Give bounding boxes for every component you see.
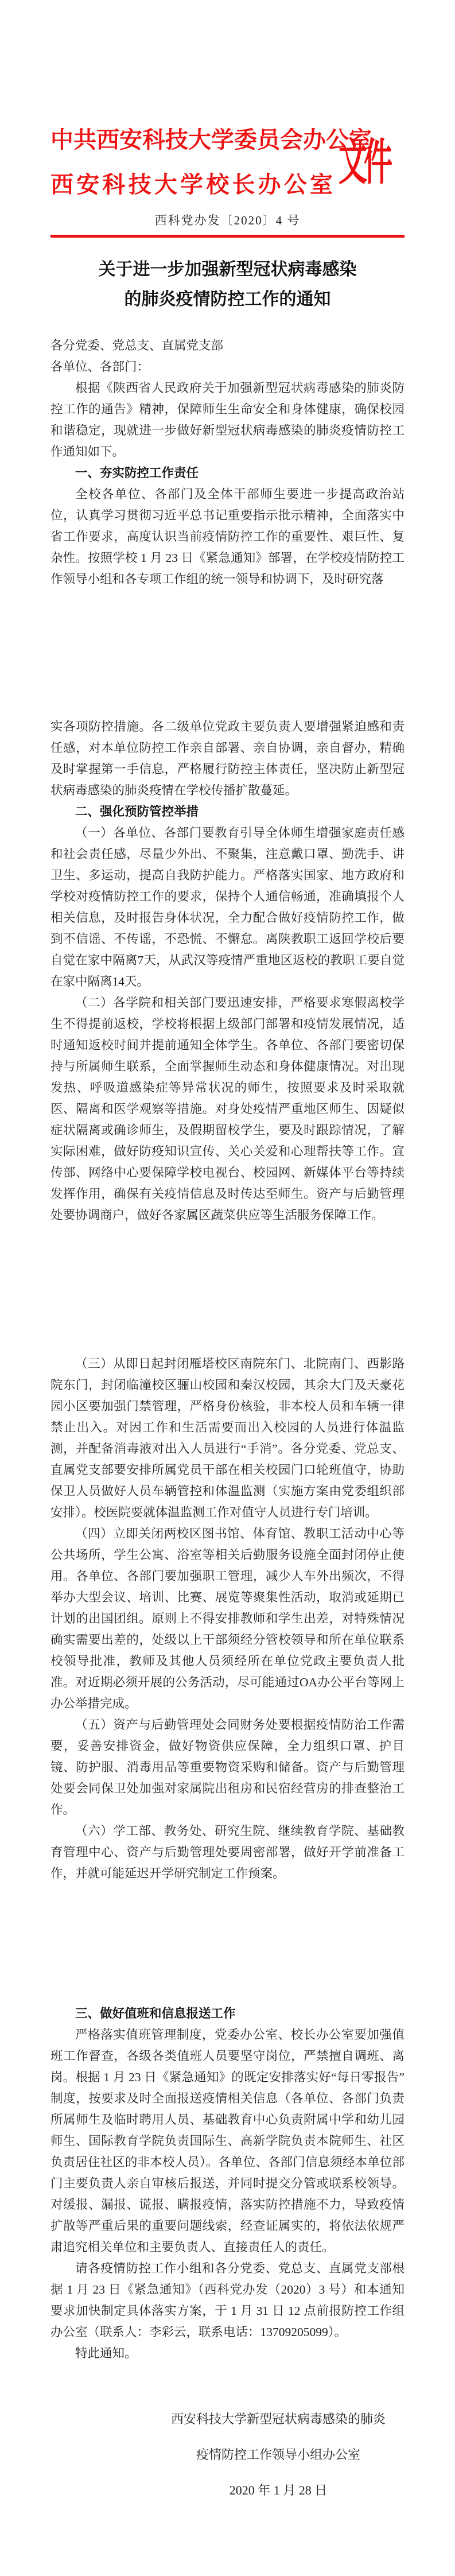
document-title (50, 255, 405, 315)
page-4-content (50, 2003, 405, 2508)
page-4 (0, 1932, 455, 2576)
recipient-line-party: 各分党委、党总支、直属党支部 (50, 339, 224, 352)
section-3-paragraph: 严格落实值班管理制度，党委办公室、校长办公室要加强值班工作督查，各级各类值班人员要坚守岗位，严禁擅自调班、离岗。根据 1 月 23 日《紧急通知》的既定安排落实好“每日零报告”制度，按要求及时全面报送疫情相关信息（各单位、各部门负责所属师生及临时聘用人员、基础教育中心负责附属中学和幼儿园师生、国际教育学院负责国际生、高新学院负责本院师生、社区负责居住社区的非本校人员）。各单位、各部门信息须经本单位部门主要负责人亲自审核后报送，并同时提交分管或联系校领导。对缓报、漏报、谎报、瞒报疫情，落实防控措施不力，导致疫情扩散等严重后果的重要问题线索，经查证属实的，将依法依规严肃追究相关单位和主要负责人、直接责任人的责任。 (50, 2028, 405, 2254)
section-2-item-3: （三）从即日起封闭雁塔校区南院东门、北院南门、西影路院东门，封闭临潼校区骊山校园和秦汉校园，其余大门及天豪花园小区要加强门禁管理，严格身份核验，非本校人员和车辆一律禁止出入。对因工作和生活需要而出入校园的人员进行体温监测，并配备消毒液对出入人员进行“手消”。各分党委、党总支、直属党支部要安排所属党员干部在相关校园门口轮班值守，协助保卫人员做好人员车辆管控和体温监测（实施方案由党委组织部安排）。校医院要就体温监测工作对值守人员进行专门培训。 (50, 1357, 405, 1519)
title-line-2: 的肺炎疫情防控工作的通知 (124, 290, 331, 309)
org-name-president-office: 西安科技大学校长办公室 (50, 172, 333, 197)
letterhead (50, 118, 405, 207)
org-name-committee-office: 中共西安科技大学委员会办公室 (50, 127, 372, 153)
page-2-content (50, 716, 405, 1226)
signature-date: 2020 年 1 月 28 日 (229, 2483, 328, 2497)
section-1-paragraph: 全校各单位、各部门及全体干部师生要进一步提高政治站位，认真学习贯彻习近平总书记重要指示批示精神，全面落实中省工作要求，高度认识当前疫情防控工作的重要性、艰巨性、复杂性。按照学校 1 月 23 日《紧急通知》部署，在学校疫情防控工作领导小组和各专项工作组的统一领导和协调下，及时研究落 (50, 487, 405, 586)
page-3 (0, 1288, 455, 1932)
page-1-content (50, 118, 405, 590)
closing-note: 特此通知。 (75, 2346, 137, 2360)
intro-paragraph: 根据《陕西省人民政府关于加强新型冠状病毒感染的肺炎防控工作的通告》精神，保障师生生命安全和身体健康，确保校园和谐稳定，现就进一步做好新型冠状病毒感染的肺炎疫情防控工作通知如下。 (50, 381, 405, 459)
signature-org-line-2: 疫情防控工作领导小组办公室 (196, 2447, 360, 2462)
signature-org-line-1: 西安科技大学新型冠状病毒感染的肺炎 (170, 2412, 386, 2426)
section-1-heading: 一、夯实防控工作责任 (75, 466, 199, 480)
closing-paragraph: 请各疫情防控工作小组和各分党委、党总支、直属党支部根据 1 月 23 日《紧急通知》（西科党办发（2020）3 号）和本通知要求加快制定具体落实方案，于 1 月 31 日 12 点前报防控工作组办公室（联系人：李彩云，联系电话：13709205099）。 (50, 2261, 405, 2339)
section-3-heading: 三、做好值班和信息报送工作 (75, 2007, 236, 2020)
signature-block (164, 2402, 393, 2508)
section-2-item-6: （六）学工部、教务处、研究生院、继续教育学院、基础教育管理中心、资产与后勤管理处要周密部署，做好开学前准备工作，并就可能延迟开学研究制定工作预案。 (50, 1824, 405, 1880)
section-2-item-2: （二）各学院和相关部门要迅速安排，严格要求寒假离校学生不得提前返校，学校将根据上级部门部署和疫情发展情况，适时通知返校时间并提前通知全体学生。各单位、各部门要密切保持与所属师生联系，全面掌握师生动态和身体健康情况。对出现发热、呼吸道感染症等异常状况的师生，按照要求及时采取就医、隔离和医学观察等措施。对身处疫情严重地区师生、因疑似症状隔离或确诊师生，及假期留校学生，要及时跟踪情况，了解实际困难，做好防疫知识宣传、关心关爱和心理帮扶等工作。宣传部、网络中心要保障学校电视台、校园网、新媒体平台等持续发挥作用，确保有关疫情信息及时传达至师生。资产与后勤管理处要协调商户，做好各家属区蔬菜供应等生活服务保障工作。 (50, 996, 405, 1222)
page-3-content (50, 1353, 405, 1884)
section-2-heading: 二、强化预防管控举措 (75, 805, 199, 818)
page-1 (0, 0, 455, 644)
section-1-continuation: 实各项防控措施。各二级单位党政主要负责人要增强紧迫感和责任感，对本单位防控工作亲自部署、亲自协调，亲自督办，精确及时掌握第一手信息，严格履行防控主体责任，坚决防止新型冠状病毒感染的肺炎疫情在学校传播扩散蔓延。 (50, 720, 405, 797)
section-2-item-1: （一）各单位、各部门要教育引导全体师生增强家庭责任感和社会责任感，尽量少外出、不聚集，注意戴口罩、勤洗手、讲卫生、多运动，提高自我防护能力。严格落实国家、地方政府和学校对疫情防控工作的要求，保持个人通信畅通，准确填报个人相关信息，及时报告身体状况，全力配合做好疫情防控工作，做到不信谣、不传谣，不恐慌、不懈怠。离陕教职工返回学校后要自觉在家中隔离7天，从武汉等疫情严重地区返校的教职工要自觉在家中隔离14天。 (50, 826, 405, 988)
section-2-item-5: （五）资产与后勤管理处会同财务处要根据疫情防治工作需要，妥善安排资金，做好物资供应保障，全力组织口罩、护目镜、防护服、消毒用品等重要物资采购和储备。资产与后勤管理处要会同保卫处加强对家属院出租房和民宿经营房的排查整治工作。 (50, 1718, 405, 1817)
red-divider-line (50, 235, 405, 238)
section-2-item-4: （四）立即关闭两校区图书馆、体育馆、教职工活动中心等公共场所，学生公寓、浴室等相关后勤服务设施全面封闭停止使用。各单位、各部门要加强职工管理，减少人车外出频次，不得举办大型会议、培训、比赛、展览等聚集性活动，取消或延期已计划的出国团组。原则上不得安排教师和学生出差，对特殊情况确实需要出差的，处级以上干部须经分管校领导和所在单位联系校领导批准，教师及其他人员须经所在单位党政主要负责人批准。对近期必须开展的公务活动，尽可能通过OA办公平台等网上办公举措完成。 (50, 1527, 405, 1710)
page-2 (0, 644, 455, 1288)
title-line-1: 关于进一步加强新型冠状病毒感染 (98, 260, 357, 279)
document-type-mark: 文件 (339, 135, 390, 190)
recipient-line-units: 各单位、各部门： (50, 360, 150, 374)
document-number: 西科党办发〔2020〕4 号 (154, 214, 301, 227)
